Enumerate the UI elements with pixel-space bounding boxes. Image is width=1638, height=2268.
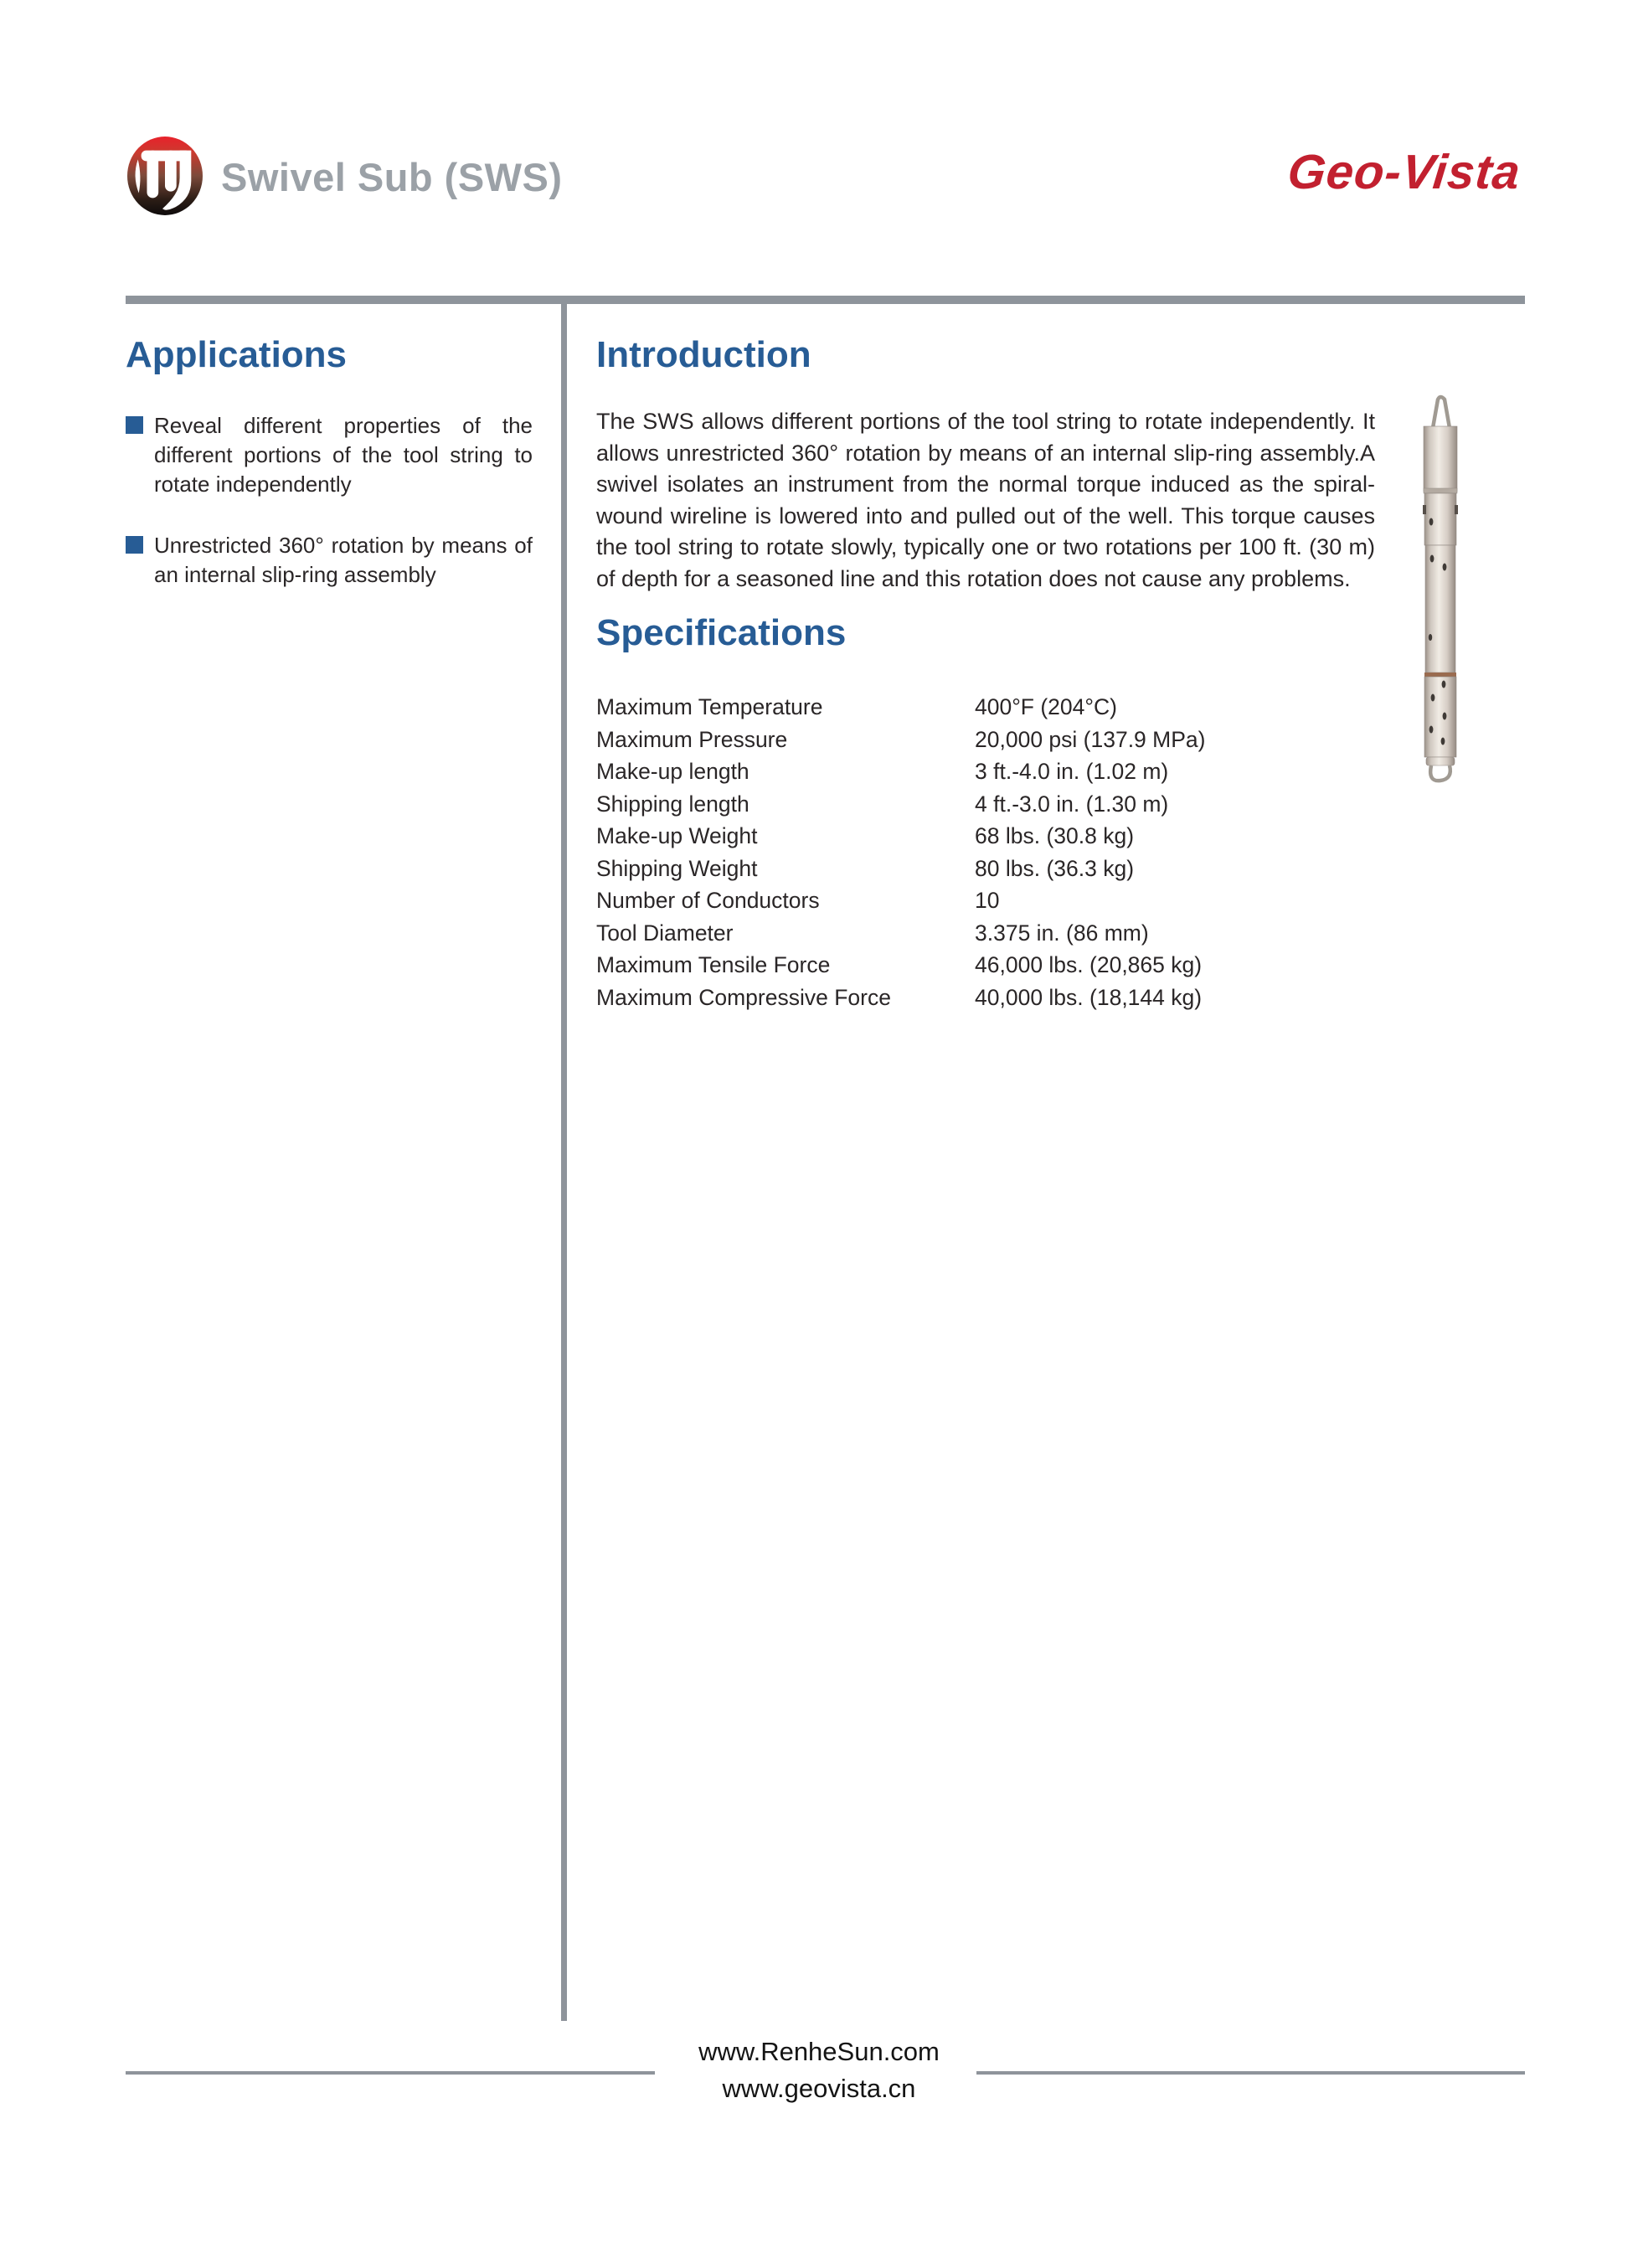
spec-row (596, 949, 1375, 982)
spec-value: 40,000 lbs. (18,144 kg) (975, 984, 1203, 1010)
applications-heading: Applications (126, 334, 348, 375)
spec-label: Maximum Temperature (596, 694, 823, 719)
introduction-section (596, 334, 1375, 595)
spec-value: 4 ft.-3.0 in. (1.30 m) (975, 791, 1169, 817)
spec-value: 20,000 psi (137.9 MPa) (975, 726, 1206, 752)
spec-row (596, 755, 1375, 788)
spec-value: 80 lbs. (36.3 kg) (975, 855, 1135, 881)
brand-wordmark: Geo-Vista (1285, 145, 1524, 199)
spec-value: 3 ft.-4.0 in. (1.02 m) (975, 759, 1169, 784)
spec-row (596, 884, 1375, 917)
footer-url-secondary[interactable]: www.geovista.cn (722, 2074, 916, 2103)
spec-value: 3.375 in. (86 mm) (975, 920, 1149, 946)
spec-label: Number of Conductors (596, 888, 820, 913)
column-divider (561, 304, 567, 2021)
spec-row (596, 788, 1375, 821)
spec-label: Make-up length (596, 759, 749, 784)
application-bullet-text: Unrestricted 360° rotation by means of an internal slip-ring assembly (154, 533, 533, 587)
bullet-square-icon (126, 536, 143, 554)
spec-label: Shipping length (596, 791, 749, 817)
spec-table (596, 691, 1375, 1013)
swivel-sub-tool-photo (1419, 394, 1462, 785)
spec-value: 68 lbs. (30.8 kg) (975, 823, 1135, 848)
spec-label: Make-up Weight (596, 823, 758, 848)
spec-label: Maximum Compressive Force (596, 984, 891, 1010)
spec-row (596, 724, 1375, 756)
spec-row (596, 691, 1375, 724)
specifications-section (596, 612, 1375, 1013)
spec-label: Maximum Tensile Force (596, 952, 831, 977)
introduction-body: The SWS allows different portions of the tool string to rotate independently. It allows unrestricted 360° rotation by means of an internal slip-ring assembly.A swivel isolates an instrument from the normal torque induced as the spiral-wound wireline is lowered into and pulled out of the well. This torque causes the tool string to rotate slowly, typically one or two rotations per 100 ft. (30 m) of depth for a seasoned line and this rotation does not cause any problems. (596, 409, 1375, 591)
introduction-heading: Introduction (596, 334, 811, 375)
footer-url-primary[interactable]: www.RenheSun.com (698, 2037, 940, 2066)
bullet-square-icon (126, 416, 143, 434)
spec-row (596, 982, 1375, 1014)
spec-label: Maximum Pressure (596, 726, 788, 752)
spec-label: Shipping Weight (596, 855, 758, 881)
spec-row (596, 820, 1375, 853)
spec-value: 10 (975, 888, 1000, 913)
spec-row (596, 917, 1375, 950)
geovista-globe-logo-icon (127, 134, 203, 218)
specifications-heading: Specifications (596, 612, 847, 653)
application-bullet-item (126, 531, 533, 590)
application-bullet-text: Reveal different properties of the different portions of the tool string to rotate independently (154, 413, 533, 497)
spec-row (596, 853, 1375, 885)
applications-list (126, 411, 533, 590)
top-divider-bar (126, 296, 1525, 304)
spec-value: 400°F (204°C) (975, 694, 1117, 719)
application-bullet-item (126, 411, 533, 499)
page-title: Swivel Sub (SWS) (221, 155, 563, 199)
applications-section (126, 334, 533, 621)
spec-label: Tool Diameter (596, 920, 734, 946)
spec-value: 46,000 lbs. (20,865 kg) (975, 952, 1203, 977)
